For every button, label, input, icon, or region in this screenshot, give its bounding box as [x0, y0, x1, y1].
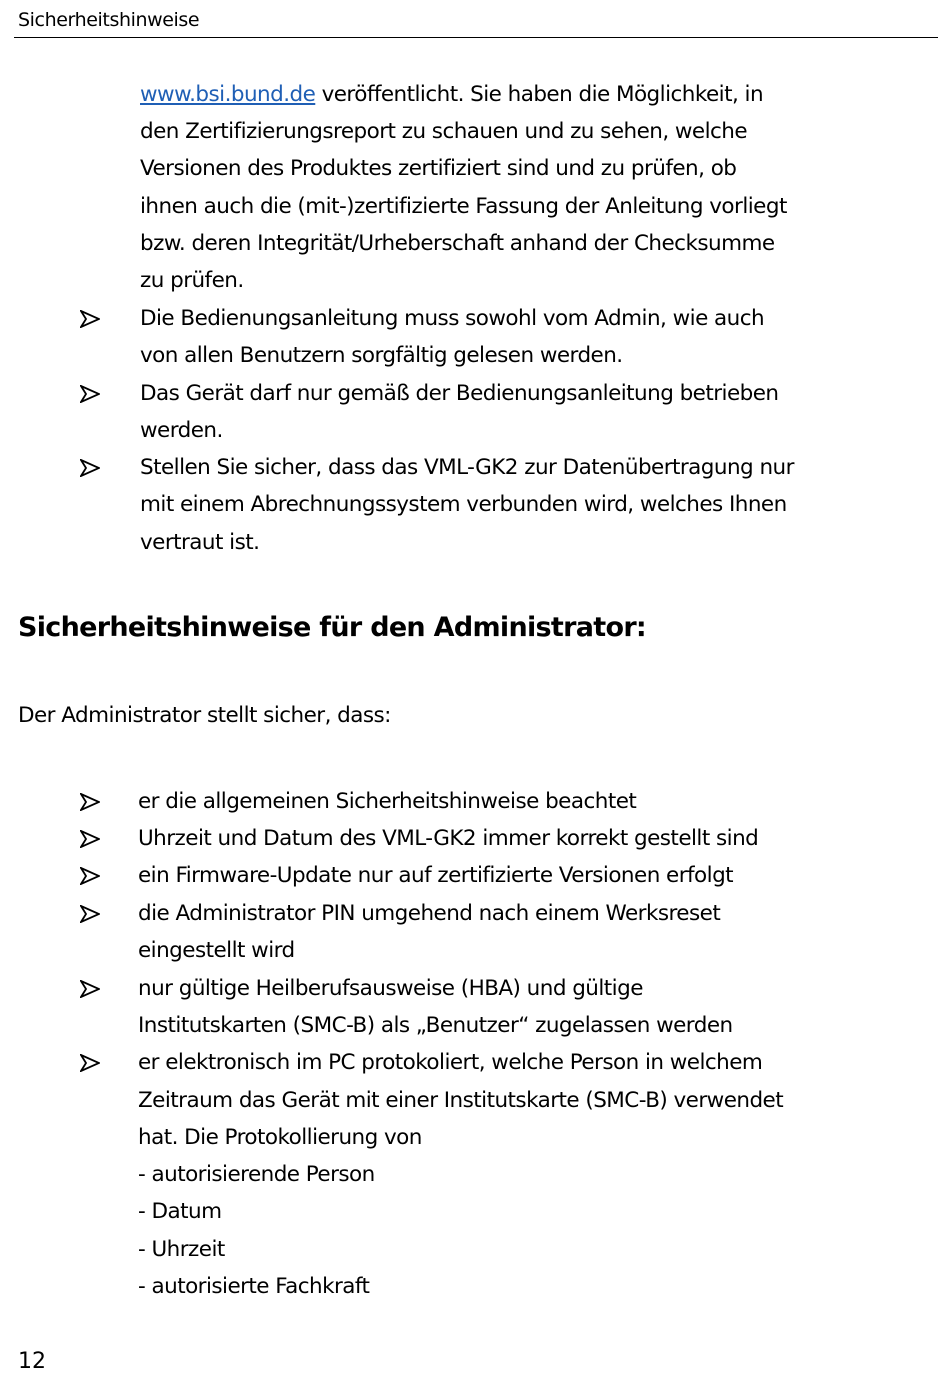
list-item-line: nur gültige Heilberufsausweise (HBA) und gültige	[138, 976, 643, 1001]
arrowhead-bullet-icon	[78, 970, 104, 1007]
list-item-line: werden.	[140, 418, 223, 443]
intro-paragraph-line	[140, 76, 763, 113]
intro-paragraph-line: ihnen auch die (mit-)zertifizierte Fassung der Anleitung vorliegt	[140, 194, 787, 219]
page-number: 12	[18, 1349, 46, 1374]
list-item-line: Uhrzeit und Datum des VML-GK2 immer korrekt gestellt sind	[138, 826, 759, 851]
intro-paragraph-line: Versionen des Produktes zertifiziert sind und zu prüfen, ob	[140, 156, 737, 181]
intro-paragraph-line: bzw. deren Integrität/Urheberschaft anhand der Checksumme	[140, 231, 775, 256]
list-item-line: die Administrator PIN umgehend nach einem Werksreset	[138, 901, 721, 926]
list-item-line: vertraut ist.	[140, 530, 260, 555]
header-divider	[14, 37, 938, 38]
list-item-line: Das Gerät darf nur gemäß der Bedienungsanleitung betrieben	[140, 381, 779, 406]
list-item-line: er die allgemeinen Sicherheitshinweise beachtet	[138, 789, 637, 814]
sub-list-line: - Datum	[138, 1199, 222, 1224]
arrowhead-bullet-icon	[78, 375, 104, 412]
arrowhead-bullet-icon	[78, 820, 104, 857]
arrowhead-bullet-icon	[78, 783, 104, 820]
list-item-line: von allen Benutzern sorgfältig gelesen werden.	[140, 343, 623, 368]
list-item-line: Zeitraum das Gerät mit einer Institutskarte (SMC-B) verwendet	[138, 1088, 784, 1113]
sub-list-line: - autorisierende Person	[138, 1162, 375, 1187]
intro-paragraph-text: veröffentlicht. Sie haben die Möglichkeit, in	[315, 82, 764, 107]
list-item-line: Die Bedienungsanleitung muss sowohl vom Admin, wie auch	[140, 306, 765, 331]
arrowhead-bullet-icon	[78, 449, 104, 486]
sub-list-line: - Uhrzeit	[138, 1237, 225, 1262]
section-heading: Sicherheitshinweise für den Administrator:	[18, 612, 647, 643]
running-header: Sicherheitshinweise	[18, 9, 200, 31]
section-intro: Der Administrator stellt sicher, dass:	[18, 703, 391, 728]
list-item-line: hat. Die Protokollierung von	[138, 1125, 422, 1150]
arrowhead-bullet-icon	[78, 857, 104, 894]
sub-list-line: - autorisierte Fachkraft	[138, 1274, 370, 1299]
list-item-line: Stellen Sie sicher, dass das VML-GK2 zur Datenübertragung nur	[140, 455, 794, 480]
arrowhead-bullet-icon	[78, 300, 104, 337]
arrowhead-bullet-icon	[78, 895, 104, 932]
list-item-line: er elektronisch im PC protokoliert, welche Person in welchem	[138, 1050, 763, 1075]
list-item-line: Institutskarten (SMC-B) als „Benutzer“ zugelassen werden	[138, 1013, 733, 1038]
bsi-link[interactable]: www.bsi.bund.de	[140, 82, 316, 107]
list-item-line: ein Firmware-Update nur auf zertifizierte Versionen erfolgt	[138, 863, 734, 888]
intro-paragraph-line: zu prüfen.	[140, 268, 244, 293]
list-item-line: mit einem Abrechnungssystem verbunden wird, welches Ihnen	[140, 492, 787, 517]
intro-paragraph-line: den Zertifizierungsreport zu schauen und zu sehen, welche	[140, 119, 748, 144]
arrowhead-bullet-icon	[78, 1044, 104, 1081]
list-item-line: eingestellt wird	[138, 938, 295, 963]
